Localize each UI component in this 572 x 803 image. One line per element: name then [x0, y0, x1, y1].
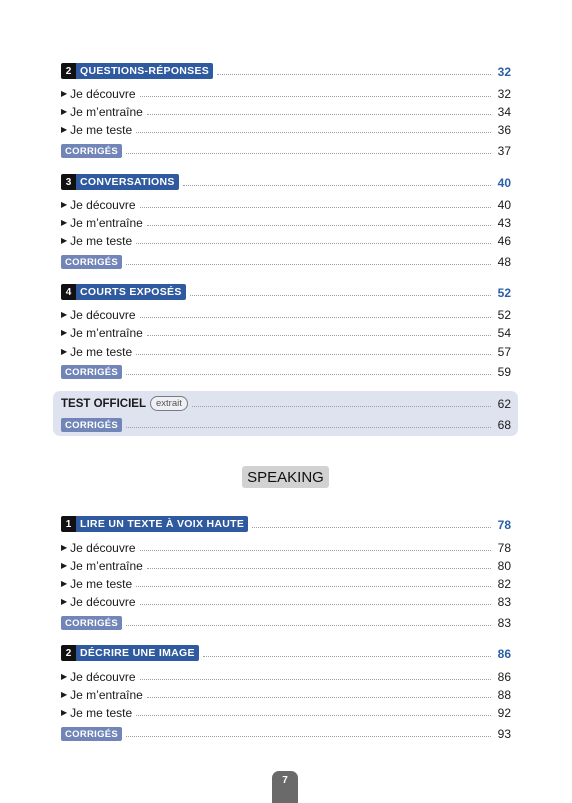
test-officiel-page: 62	[497, 397, 511, 411]
page-number-tab	[272, 771, 298, 803]
section-header-row[interactable]	[61, 282, 511, 300]
leader-dots	[147, 225, 491, 226]
test-officiel-row[interactable]	[61, 393, 511, 411]
section-header-row[interactable]	[61, 172, 511, 190]
entry-page: 92	[497, 706, 511, 720]
entry-page: 78	[497, 541, 511, 555]
corriges-page: 48	[497, 255, 511, 269]
entry-label	[61, 688, 143, 702]
leader-dots	[217, 74, 491, 75]
leader-dots	[136, 132, 491, 133]
section-title: COURTS EXPOSÉS	[76, 284, 186, 300]
triangle-bullet-icon: ▶	[61, 310, 68, 319]
leader-dots	[126, 153, 491, 154]
section-number: 2	[61, 63, 76, 79]
leader-dots	[126, 374, 491, 375]
leader-dots	[147, 114, 491, 115]
entry-text: Je m’entraîne	[70, 216, 143, 230]
entry-label	[61, 670, 136, 684]
leader-dots	[126, 736, 491, 737]
triangle-bullet-icon: ▶	[61, 107, 68, 116]
entry-label	[61, 198, 136, 212]
corriges-page: 59	[497, 365, 511, 379]
toc-entry[interactable]	[61, 119, 511, 137]
leader-dots	[140, 207, 491, 208]
leader-dots	[136, 715, 491, 716]
triangle-bullet-icon: ▶	[61, 218, 68, 227]
toc-entry[interactable]	[61, 194, 511, 212]
leader-dots	[252, 527, 491, 528]
leader-dots	[140, 550, 491, 551]
triangle-bullet-icon: ▶	[61, 236, 68, 245]
section-header	[61, 645, 199, 661]
toc-entry[interactable]	[61, 591, 511, 609]
triangle-bullet-icon: ▶	[61, 125, 68, 134]
triangle-bullet-icon: ▶	[61, 672, 68, 681]
section-number: 1	[61, 516, 76, 532]
triangle-bullet-icon: ▶	[61, 200, 68, 209]
extrait-badge: extrait	[150, 396, 188, 411]
entry-label	[61, 577, 132, 591]
entry-text: Je me teste	[70, 345, 133, 359]
section-page: 86	[497, 647, 511, 661]
corriges-row[interactable]	[61, 251, 511, 269]
entry-label	[61, 559, 143, 573]
triangle-bullet-icon: ▶	[61, 89, 68, 98]
corriges-badge: CORRIGÉS	[61, 255, 122, 269]
entry-text: Je m’entraîne	[70, 559, 143, 573]
entry-label	[61, 345, 132, 359]
entry-text: Je me teste	[70, 577, 133, 591]
entry-label	[61, 105, 143, 119]
corriges-page: 93	[497, 727, 511, 741]
triangle-bullet-icon: ▶	[61, 690, 68, 699]
toc-entry[interactable]	[61, 555, 511, 573]
section-number: 3	[61, 174, 76, 190]
triangle-bullet-icon: ▶	[61, 347, 68, 356]
toc-entry[interactable]	[61, 684, 511, 702]
corriges-badge: CORRIGÉS	[61, 616, 122, 630]
entry-text: Je m’entraîne	[70, 105, 143, 119]
leader-dots	[183, 185, 491, 186]
toc-entry[interactable]	[61, 230, 511, 248]
entry-page: 83	[497, 595, 511, 609]
entry-page: 46	[497, 234, 511, 248]
leader-dots	[140, 679, 491, 680]
entry-page: 34	[497, 105, 511, 119]
entry-label	[61, 326, 143, 340]
entry-page: 36	[497, 123, 511, 137]
entry-page: 43	[497, 216, 511, 230]
entry-page: 40	[497, 198, 511, 212]
entry-label	[61, 706, 132, 720]
entry-text: Je m’entraîne	[70, 326, 143, 340]
corriges-page: 83	[497, 616, 511, 630]
toc-entry[interactable]	[61, 212, 511, 230]
leader-dots	[192, 406, 491, 407]
section-page: 52	[497, 286, 511, 300]
toc-entry[interactable]	[61, 304, 511, 322]
section-header	[61, 516, 248, 532]
entry-page: 88	[497, 688, 511, 702]
entry-page: 54	[497, 326, 511, 340]
corriges-badge: CORRIGÉS	[61, 365, 122, 379]
section-title: CONVERSATIONS	[76, 174, 179, 190]
toc-entry[interactable]	[61, 322, 511, 340]
leader-dots	[136, 586, 491, 587]
test-officiel-label	[61, 396, 188, 411]
triangle-bullet-icon: ▶	[61, 328, 68, 337]
section-number: 4	[61, 284, 76, 300]
section-header	[61, 174, 179, 190]
leader-dots	[147, 568, 491, 569]
leader-dots	[147, 335, 491, 336]
section-header-row[interactable]	[61, 643, 511, 661]
section-page: 32	[497, 65, 511, 79]
leader-dots	[147, 697, 491, 698]
toc-entry[interactable]	[61, 702, 511, 720]
page-number: 7	[282, 775, 288, 786]
speaking-heading: SPEAKING	[242, 466, 329, 488]
entry-label	[61, 87, 136, 101]
entry-page: 86	[497, 670, 511, 684]
leader-dots	[126, 264, 491, 265]
entry-page: 57	[497, 345, 511, 359]
toc-entry[interactable]	[61, 573, 511, 591]
corriges-row[interactable]	[61, 414, 511, 432]
section-number: 2	[61, 645, 76, 661]
section-header	[61, 63, 213, 79]
entry-label	[61, 216, 143, 230]
test-officiel-text: TEST OFFICIEL	[61, 397, 146, 410]
corriges-row[interactable]	[61, 361, 511, 379]
entry-page: 52	[497, 308, 511, 322]
toc-entry[interactable]	[61, 83, 511, 101]
leader-dots	[190, 295, 491, 296]
corriges-badge: CORRIGÉS	[61, 418, 122, 432]
entry-label	[61, 595, 136, 609]
leader-dots	[140, 604, 491, 605]
section-title: QUESTIONS-RÉPONSES	[76, 63, 213, 79]
entry-text: Je découvre	[70, 595, 136, 609]
entry-label	[61, 541, 136, 555]
leader-dots	[140, 96, 491, 97]
section-title: LIRE UN TEXTE À VOIX HAUTE	[76, 516, 248, 532]
entry-text: Je me teste	[70, 234, 133, 248]
entry-text: Je me teste	[70, 706, 133, 720]
triangle-bullet-icon: ▶	[61, 708, 68, 717]
section-header-row[interactable]	[61, 61, 511, 79]
entry-text: Je découvre	[70, 541, 136, 555]
corriges-row[interactable]	[61, 612, 511, 630]
section-page: 40	[497, 176, 511, 190]
toc-entry[interactable]	[61, 101, 511, 119]
corriges-page: 68	[497, 418, 511, 432]
toc-entry[interactable]	[61, 537, 511, 555]
entry-page: 32	[497, 87, 511, 101]
entry-text: Je découvre	[70, 308, 136, 322]
entry-label	[61, 308, 136, 322]
section-title: DÉCRIRE UNE IMAGE	[76, 645, 199, 661]
triangle-bullet-icon: ▶	[61, 543, 68, 552]
corriges-badge: CORRIGÉS	[61, 727, 122, 741]
corriges-badge: CORRIGÉS	[61, 144, 122, 158]
entry-text: Je m’entraîne	[70, 688, 143, 702]
leader-dots	[126, 625, 491, 626]
entry-text: Je découvre	[70, 670, 136, 684]
entry-page: 82	[497, 577, 511, 591]
leader-dots	[136, 354, 491, 355]
entry-label	[61, 123, 132, 137]
triangle-bullet-icon: ▶	[61, 597, 68, 606]
leader-dots	[126, 427, 491, 428]
entry-label	[61, 234, 132, 248]
section-header	[61, 284, 186, 300]
entry-text: Je découvre	[70, 87, 136, 101]
entry-page: 80	[497, 559, 511, 573]
leader-dots	[136, 243, 491, 244]
section-page: 78	[497, 518, 511, 532]
leader-dots	[140, 317, 491, 318]
entry-text: Je me teste	[70, 123, 133, 137]
corriges-row[interactable]	[61, 140, 511, 158]
section-header-row[interactable]	[61, 514, 511, 532]
toc-entry[interactable]	[61, 341, 511, 359]
leader-dots	[203, 656, 491, 657]
triangle-bullet-icon: ▶	[61, 561, 68, 570]
triangle-bullet-icon: ▶	[61, 579, 68, 588]
toc-entry[interactable]	[61, 666, 511, 684]
corriges-page: 37	[497, 144, 511, 158]
corriges-row[interactable]	[61, 723, 511, 741]
entry-text: Je découvre	[70, 198, 136, 212]
